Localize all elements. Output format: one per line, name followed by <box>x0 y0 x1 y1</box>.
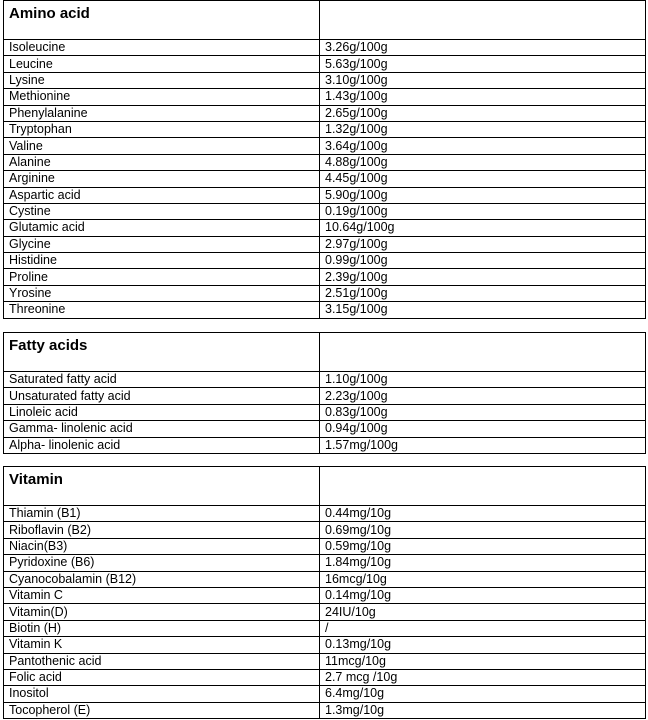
nutrient-name-cell: Linoleic acid <box>4 404 320 420</box>
table-row <box>4 702 646 718</box>
vitamin-table <box>3 466 646 719</box>
nutrient-value-cell: 3.26g/100g <box>320 40 646 56</box>
table-row <box>4 187 646 203</box>
nutrient-value-cell: 6.4mg/10g <box>320 686 646 702</box>
nutrient-value-cell: 3.15g/100g <box>320 302 646 318</box>
table-row <box>4 285 646 301</box>
table-row <box>4 138 646 154</box>
section-header-empty-cell <box>320 333 646 372</box>
nutrient-value-cell: 24IU/10g <box>320 604 646 620</box>
nutrient-name-cell: Pantothenic acid <box>4 653 320 669</box>
nutrient-value-cell: 4.45g/100g <box>320 171 646 187</box>
table-row <box>4 72 646 88</box>
nutrient-value-cell: 2.7 mcg /10g <box>320 669 646 685</box>
nutrient-name-cell: Vitamin(D) <box>4 604 320 620</box>
nutrient-name-cell: Vitamin K <box>4 637 320 653</box>
table-row <box>4 555 646 571</box>
table-row <box>4 253 646 269</box>
table-row <box>4 56 646 72</box>
nutrient-name-cell: Cyanocobalamin (B12) <box>4 571 320 587</box>
table-row <box>4 121 646 137</box>
table-row <box>4 171 646 187</box>
nutrient-value-cell: 3.64g/100g <box>320 138 646 154</box>
section-header-row <box>4 333 646 372</box>
nutrient-name-cell: Tocopherol (E) <box>4 702 320 718</box>
table-row <box>4 587 646 603</box>
nutrient-name-cell: Arginine <box>4 171 320 187</box>
nutrient-name-cell: Vitamin C <box>4 587 320 603</box>
nutrient-value-cell: 1.10g/100g <box>320 372 646 388</box>
section-title: Fatty acids <box>4 333 320 372</box>
section-title: Amino acid <box>4 1 320 40</box>
nutrient-value-cell: 2.97g/100g <box>320 236 646 252</box>
fatty-acids-table <box>3 332 646 454</box>
table-row <box>4 302 646 318</box>
nutrient-value-cell: 16mcg/10g <box>320 571 646 587</box>
nutrient-value-cell: 2.39g/100g <box>320 269 646 285</box>
nutrient-name-cell: Phenylalanine <box>4 105 320 121</box>
nutrient-name-cell: Thiamin (B1) <box>4 506 320 522</box>
nutrient-name-cell: Lysine <box>4 72 320 88</box>
nutrient-name-cell: Glutamic acid <box>4 220 320 236</box>
section-header-row <box>4 1 646 40</box>
section-header-empty-cell <box>320 467 646 506</box>
nutrient-value-cell: 0.99g/100g <box>320 253 646 269</box>
nutrient-name-cell: Riboflavin (B2) <box>4 522 320 538</box>
table-row <box>4 236 646 252</box>
section-header-empty-cell <box>320 1 646 40</box>
nutrient-value-cell: 2.51g/100g <box>320 285 646 301</box>
table-row <box>4 571 646 587</box>
nutrient-name-cell: Gamma- linolenic acid <box>4 421 320 437</box>
nutrient-value-cell: 5.63g/100g <box>320 56 646 72</box>
table-row <box>4 421 646 437</box>
nutrient-name-cell: Leucine <box>4 56 320 72</box>
nutrient-value-cell: 1.32g/100g <box>320 121 646 137</box>
nutrient-name-cell: Methionine <box>4 89 320 105</box>
amino-acid-table <box>3 0 646 319</box>
table-row <box>4 669 646 685</box>
nutrient-value-cell: 0.13mg/10g <box>320 637 646 653</box>
table-row <box>4 404 646 420</box>
table-row <box>4 686 646 702</box>
nutrient-value-cell: 0.19g/100g <box>320 203 646 219</box>
nutrient-value-cell: 1.57mg/100g <box>320 437 646 453</box>
table-row <box>4 388 646 404</box>
nutrient-name-cell: Alpha- linolenic acid <box>4 437 320 453</box>
nutrient-name-cell: Unsaturated fatty acid <box>4 388 320 404</box>
nutrient-value-cell: 1.84mg/10g <box>320 555 646 571</box>
nutrient-name-cell: Valine <box>4 138 320 154</box>
table-row <box>4 203 646 219</box>
nutrient-value-cell: 0.44mg/10g <box>320 506 646 522</box>
table-row <box>4 89 646 105</box>
nutrient-value-cell: 11mcg/10g <box>320 653 646 669</box>
nutrient-value-cell: 1.43g/100g <box>320 89 646 105</box>
nutrient-value-cell: 2.65g/100g <box>320 105 646 121</box>
nutrient-name-cell: Histidine <box>4 253 320 269</box>
nutrient-name-cell: Tryptophan <box>4 121 320 137</box>
table-row <box>4 604 646 620</box>
table-row <box>4 105 646 121</box>
section-header-row <box>4 467 646 506</box>
table-row <box>4 653 646 669</box>
nutrient-value-cell: 0.14mg/10g <box>320 587 646 603</box>
table-row <box>4 220 646 236</box>
table-row <box>4 637 646 653</box>
nutrient-name-cell: Cystine <box>4 203 320 219</box>
nutrient-value-cell: 3.10g/100g <box>320 72 646 88</box>
nutrient-name-cell: Yrosine <box>4 285 320 301</box>
table-row <box>4 437 646 453</box>
table-row <box>4 372 646 388</box>
nutrient-name-cell: Biotin (H) <box>4 620 320 636</box>
nutrient-value-cell: 0.59mg/10g <box>320 538 646 554</box>
nutrient-name-cell: Inositol <box>4 686 320 702</box>
nutrient-value-cell: 0.94g/100g <box>320 421 646 437</box>
nutrient-name-cell: Proline <box>4 269 320 285</box>
nutrient-name-cell: Glycine <box>4 236 320 252</box>
section-title: Vitamin <box>4 467 320 506</box>
nutrient-value-cell: 10.64g/100g <box>320 220 646 236</box>
nutrient-name-cell: Niacin(B3) <box>4 538 320 554</box>
table-row <box>4 620 646 636</box>
nutrient-name-cell: Aspartic acid <box>4 187 320 203</box>
table-row <box>4 506 646 522</box>
nutrient-value-cell: / <box>320 620 646 636</box>
table-row <box>4 40 646 56</box>
nutrient-value-cell: 4.88g/100g <box>320 154 646 170</box>
table-row <box>4 522 646 538</box>
nutrient-value-cell: 1.3mg/10g <box>320 702 646 718</box>
nutrient-name-cell: Threonine <box>4 302 320 318</box>
nutrient-value-cell: 0.69mg/10g <box>320 522 646 538</box>
nutrient-name-cell: Pyridoxine (B6) <box>4 555 320 571</box>
table-row <box>4 154 646 170</box>
nutrient-name-cell: Alanine <box>4 154 320 170</box>
table-row <box>4 269 646 285</box>
nutrient-name-cell: Isoleucine <box>4 40 320 56</box>
nutrient-value-cell: 2.23g/100g <box>320 388 646 404</box>
nutrient-name-cell: Folic acid <box>4 669 320 685</box>
nutrient-name-cell: Saturated fatty acid <box>4 372 320 388</box>
nutrient-value-cell: 5.90g/100g <box>320 187 646 203</box>
nutrient-value-cell: 0.83g/100g <box>320 404 646 420</box>
table-row <box>4 538 646 554</box>
